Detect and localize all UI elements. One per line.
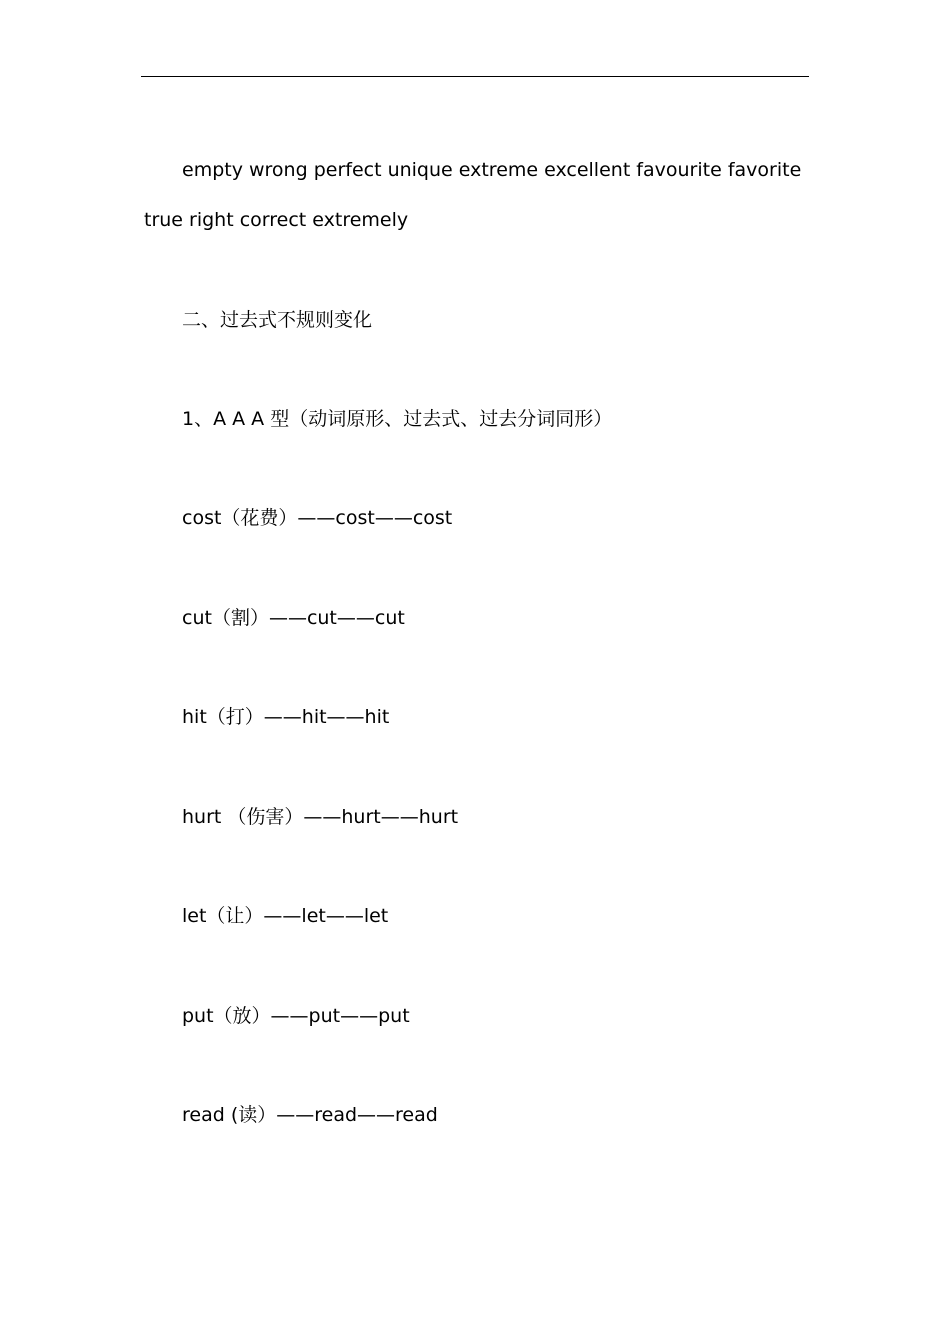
section-heading: 二、过去式不规则变化 [182, 309, 373, 331]
verb-entry-cost: cost（花费）——cost——cost [182, 507, 453, 529]
verb-entry-cut: cut（割）——cut——cut [182, 607, 405, 629]
header-rule [141, 76, 809, 77]
verb-entry-hit: hit（打）——hit——hit [182, 706, 390, 728]
paragraph-line-2: true right correct extremely [144, 209, 409, 231]
subsection-heading: 1、A A A 型（动词原形、过去式、过去分词同形） [182, 408, 613, 430]
verb-entry-read: read (读）——read——read [182, 1104, 438, 1126]
verb-entry-put: put（放）——put——put [182, 1005, 410, 1027]
paragraph-line-1: empty wrong perfect unique extreme excellent favourite favorite [182, 159, 802, 181]
verb-entry-let: let（让）——let——let [182, 905, 389, 927]
verb-entry-hurt: hurt （伤害）——hurt——hurt [182, 806, 459, 828]
